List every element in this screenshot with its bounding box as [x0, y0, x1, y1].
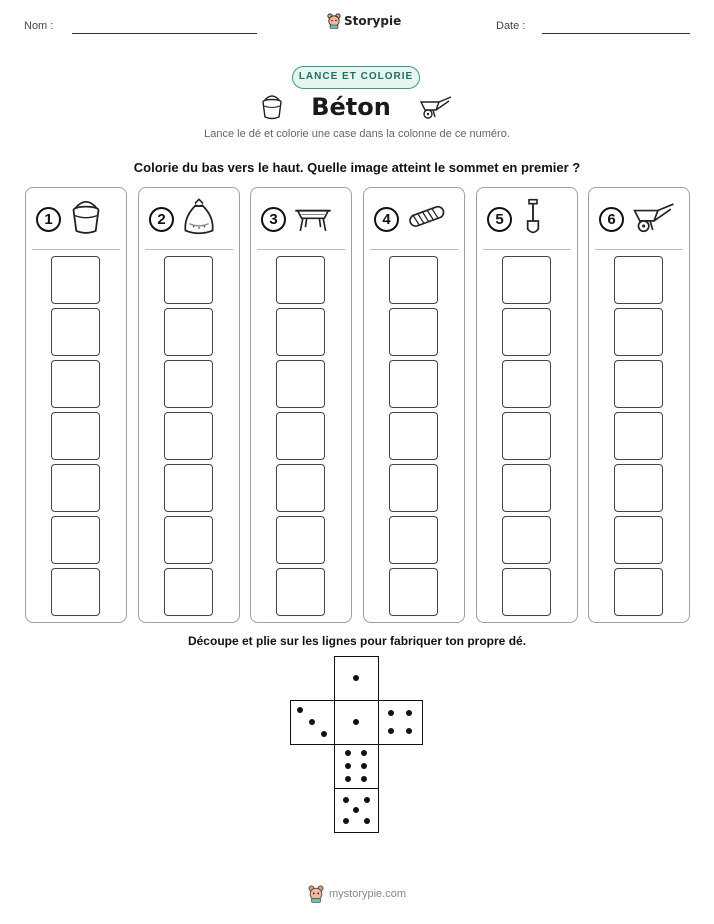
dice-face-1 — [334, 700, 379, 745]
dice-pip — [345, 750, 351, 756]
column-number: 3 — [261, 207, 286, 232]
color-cell[interactable] — [614, 412, 663, 460]
wheelbarrow-icon — [632, 200, 676, 239]
color-cell[interactable] — [51, 308, 100, 356]
color-cell[interactable] — [614, 464, 663, 512]
color-cell[interactable] — [51, 360, 100, 408]
column-divider — [483, 249, 571, 250]
storypie-mascot-icon — [308, 885, 324, 903]
color-cell[interactable] — [276, 412, 325, 460]
dice-face-4 — [378, 700, 423, 745]
color-cell[interactable] — [51, 568, 100, 616]
column-divider — [32, 249, 120, 250]
color-cells — [51, 256, 100, 620]
column-header — [374, 200, 454, 238]
color-cell[interactable] — [502, 516, 551, 564]
column-divider — [370, 249, 458, 250]
dice-pip — [361, 750, 367, 756]
dice-face-6 — [334, 744, 379, 789]
color-cell[interactable] — [51, 256, 100, 304]
dice-pip — [345, 763, 351, 769]
color-cells — [389, 256, 438, 620]
bucket-icon — [261, 94, 283, 120]
color-cell[interactable] — [614, 516, 663, 564]
footer — [0, 885, 714, 903]
color-cell[interactable] — [276, 568, 325, 616]
title-row — [0, 93, 714, 121]
dice-pip — [343, 797, 349, 803]
color-cell[interactable] — [51, 412, 100, 460]
dice-pip — [321, 731, 327, 737]
cement-bag-icon — [182, 198, 216, 241]
storypie-mascot-icon — [327, 13, 341, 29]
shovel-icon — [520, 197, 546, 242]
color-cell[interactable] — [389, 464, 438, 512]
color-cell[interactable] — [164, 568, 213, 616]
column-number: 4 — [374, 207, 399, 232]
color-cell[interactable] — [389, 256, 438, 304]
dice-pip — [297, 707, 303, 713]
column-number: 1 — [36, 207, 61, 232]
column-number: 6 — [599, 207, 624, 232]
logo-text: Storypie — [344, 14, 402, 28]
activity-badge: LANCE ET COLORIE — [292, 66, 420, 89]
dice-pip — [353, 719, 359, 725]
color-cell[interactable] — [276, 464, 325, 512]
color-cell[interactable] — [276, 360, 325, 408]
color-cell[interactable] — [276, 516, 325, 564]
color-cell[interactable] — [614, 256, 663, 304]
instruction: Colorie du bas vers le haut. Quelle image atteint le sommet en premier ? — [133, 160, 581, 175]
date-label: Date : — [496, 20, 526, 32]
color-cell[interactable] — [164, 464, 213, 512]
column-number: 2 — [149, 207, 174, 232]
color-cell[interactable] — [614, 308, 663, 356]
color-cells — [164, 256, 213, 620]
color-cell[interactable] — [51, 464, 100, 512]
color-cells — [502, 256, 551, 620]
bucket-icon — [69, 199, 103, 240]
name-line[interactable] — [72, 33, 257, 34]
dice-pip — [345, 776, 351, 782]
color-cell[interactable] — [164, 516, 213, 564]
color-cell[interactable] — [502, 256, 551, 304]
column-divider — [145, 249, 233, 250]
color-cell[interactable] — [614, 568, 663, 616]
color-cell[interactable] — [389, 308, 438, 356]
color-cell[interactable] — [51, 516, 100, 564]
color-cell[interactable] — [502, 568, 551, 616]
dice-pip — [361, 763, 367, 769]
color-cell[interactable] — [389, 516, 438, 564]
name-label: Nom : — [24, 20, 54, 32]
dice-pip — [406, 710, 412, 716]
column-2 — [138, 187, 240, 623]
dice-pip — [343, 818, 349, 824]
date-line[interactable] — [542, 33, 690, 34]
column-header — [261, 200, 341, 238]
storypie-logo — [327, 13, 401, 29]
color-cell[interactable] — [502, 412, 551, 460]
dice-pip — [309, 719, 315, 725]
color-cell[interactable] — [389, 412, 438, 460]
column-header — [599, 200, 679, 238]
dice-pip — [388, 728, 394, 734]
column-3 — [250, 187, 352, 623]
dice-instruction: Découpe et plie sur les lignes pour fabriquer ton propre dé. — [187, 634, 527, 648]
dice-pip — [353, 807, 359, 813]
dice-face-3 — [290, 700, 335, 745]
color-cell[interactable] — [164, 412, 213, 460]
column-divider — [595, 249, 683, 250]
column-4 — [363, 187, 465, 623]
wheelbarrow-icon — [419, 94, 453, 120]
color-cell[interactable] — [276, 308, 325, 356]
dice-pip — [364, 797, 370, 803]
color-cells — [276, 256, 325, 620]
color-cell[interactable] — [502, 360, 551, 408]
color-cell[interactable] — [164, 360, 213, 408]
color-cell[interactable] — [164, 256, 213, 304]
color-cells — [614, 256, 663, 620]
dice-pip — [388, 710, 394, 716]
color-cell[interactable] — [502, 464, 551, 512]
column-6 — [588, 187, 690, 623]
dice-pip — [364, 818, 370, 824]
column-5 — [476, 187, 578, 623]
rebar-icon — [407, 200, 447, 239]
page-title: Béton — [311, 93, 391, 121]
color-cell[interactable] — [164, 308, 213, 356]
dice-pip — [353, 675, 359, 681]
dice-pip — [406, 728, 412, 734]
dice-face-1 — [334, 656, 379, 701]
dice-face-5 — [334, 788, 379, 833]
color-cell[interactable] — [502, 308, 551, 356]
subtitle: Lance le dé et colorie une case dans la colonne de ce numéro. — [204, 128, 510, 140]
column-divider — [257, 249, 345, 250]
color-cell[interactable] — [389, 360, 438, 408]
column-header — [149, 200, 229, 238]
color-cell[interactable] — [614, 360, 663, 408]
footer-url[interactable]: mystorypie.com — [328, 888, 407, 900]
mixing-tray-icon — [294, 200, 332, 239]
column-1 — [25, 187, 127, 623]
color-cell[interactable] — [276, 256, 325, 304]
column-header — [36, 200, 116, 238]
dice-pip — [361, 776, 367, 782]
color-cell[interactable] — [389, 568, 438, 616]
column-header — [487, 200, 567, 238]
column-number: 5 — [487, 207, 512, 232]
